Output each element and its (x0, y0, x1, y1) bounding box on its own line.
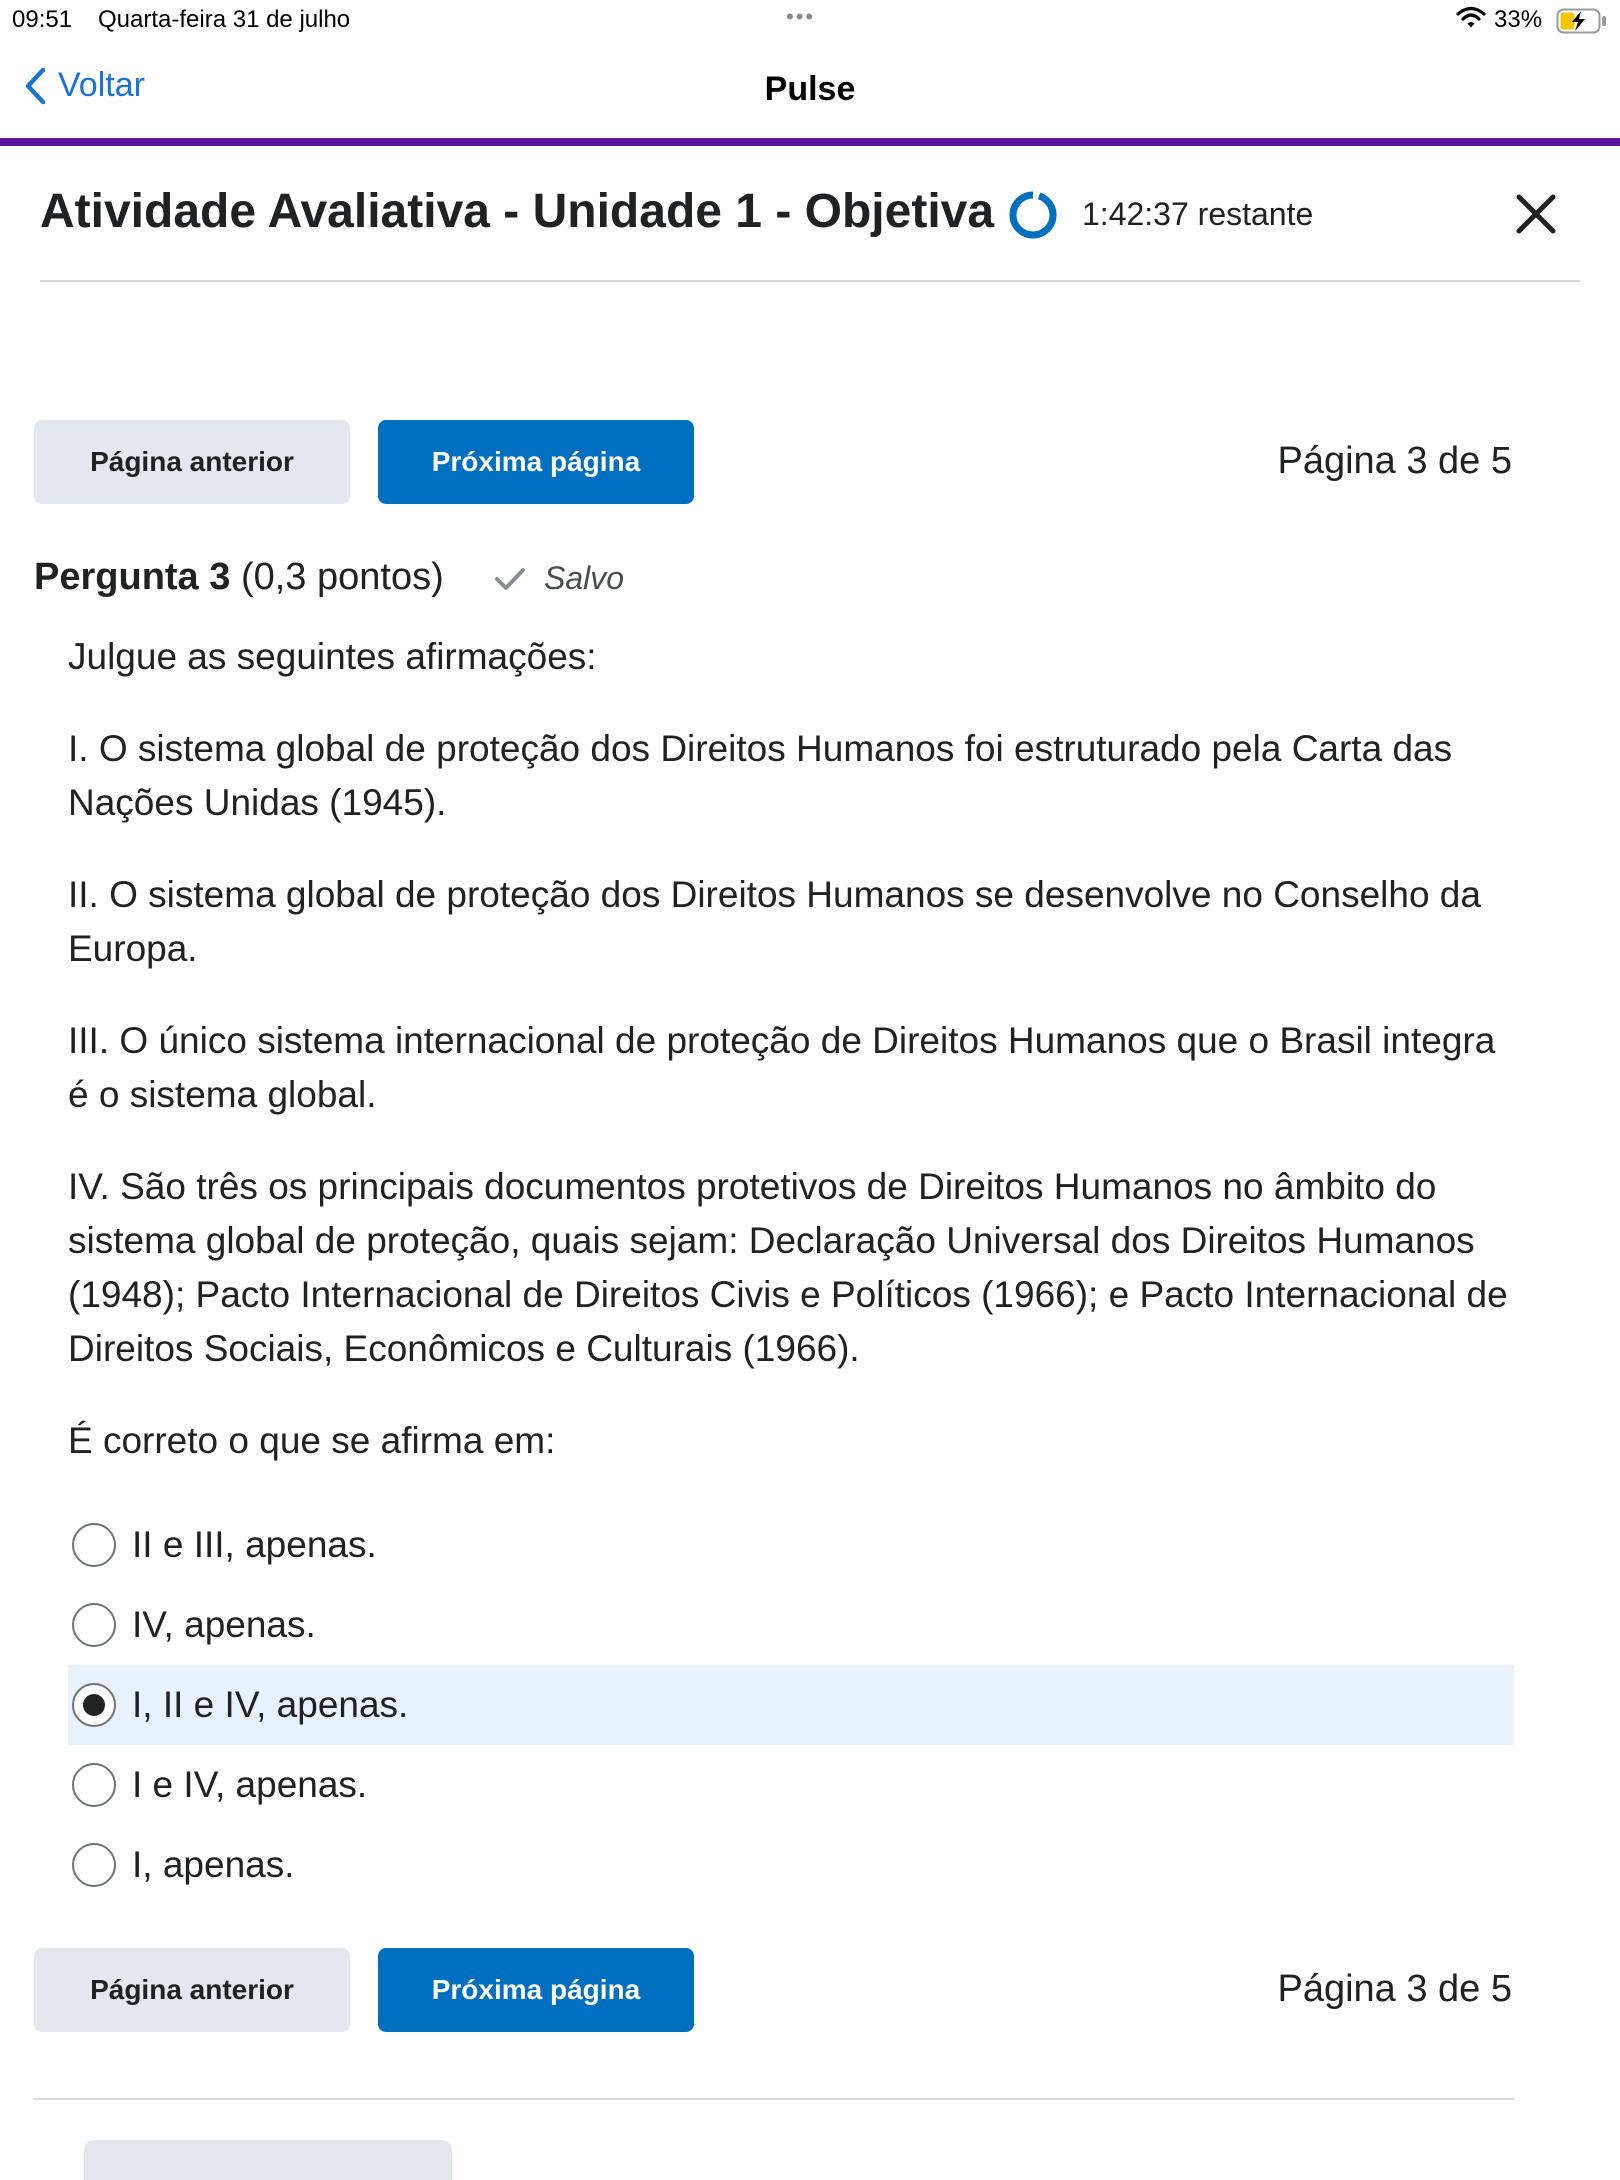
question-header (34, 556, 444, 599)
question-prompt: Julgue as seguintes afirmações: (68, 636, 597, 677)
statement-2: II. O sistema global de proteção dos Direitos Humanos se desenvolve no Conselho da Europa. (68, 874, 1481, 969)
statement-1: I. O sistema global de proteção dos Direitos Humanos foi estruturado pela Carta das Nações Unidas (1945). (68, 728, 1453, 823)
battery-percent: 33% (1494, 6, 1543, 33)
answer-option-4[interactable] (68, 1745, 1514, 1825)
status-time: 09:51 (12, 6, 73, 33)
radio-selected-dot (83, 1694, 105, 1716)
quiz-title: Atividade Avaliativa - Unidade 1 - Objetiva (40, 185, 995, 238)
question-number: Pergunta 3 (34, 556, 231, 598)
radio-button[interactable] (72, 1603, 116, 1647)
wifi-icon (1456, 6, 1486, 35)
radio-button[interactable] (72, 1523, 116, 1567)
option-label: I, II e IV, apenas. (132, 1684, 409, 1725)
previous-page-button-bottom[interactable]: Página anterior (34, 1948, 350, 2032)
back-label: Voltar (58, 66, 145, 104)
saved-label: Salvo (544, 560, 625, 596)
radio-button-selected[interactable] (72, 1683, 116, 1727)
checkmark-icon (494, 566, 526, 592)
status-date: Quarta-feira 31 de julho (98, 6, 351, 33)
footer-button-partial[interactable] (84, 2140, 452, 2180)
page-indicator-bottom: Página 3 de 5 (1277, 1968, 1512, 2010)
question-points: (0,3 pontos) (240, 556, 444, 598)
navigation-bar (0, 40, 1620, 140)
timer-remaining: 1:42:37 restante (1082, 196, 1314, 232)
radio-button[interactable] (72, 1763, 116, 1807)
footer-divider (34, 2098, 1514, 2100)
timer-ring-icon (1008, 190, 1058, 245)
multitasking-dots-icon[interactable]: ••• (786, 4, 816, 29)
question-body (68, 630, 1518, 1506)
close-icon[interactable] (1514, 192, 1558, 236)
header-divider (40, 280, 1580, 282)
radio-button[interactable] (72, 1843, 116, 1887)
option-label: I, apenas. (132, 1844, 295, 1885)
answer-option-5[interactable] (68, 1825, 1514, 1905)
option-label: II e III, apenas. (132, 1524, 377, 1565)
saved-status (494, 560, 624, 597)
status-bar (0, 0, 1620, 40)
previous-page-button-top[interactable]: Página anterior (34, 420, 350, 504)
battery-charging-icon (1556, 8, 1608, 39)
statement-4: IV. São três os principais documentos protetivos de Direitos Humanos no âmbito do sistema global de proteção, quais sejam: Declaração Universal dos Direitos Humanos (1948); Pacto Internacional de Direitos Civis e Políticos (1966); e Pacto Internacional de Direitos Sociais, Econômicos e Culturais (1966). (68, 1166, 1508, 1369)
answer-option-1[interactable] (68, 1505, 1514, 1585)
answer-option-2[interactable] (68, 1585, 1514, 1665)
option-label: IV, apenas. (132, 1604, 316, 1645)
statement-3: III. O único sistema internacional de proteção de Direitos Humanos que o Brasil integra é o sistema global. (68, 1020, 1496, 1115)
next-page-button-top[interactable]: Próxima página (378, 420, 694, 504)
page-indicator-top: Página 3 de 5 (1277, 440, 1512, 482)
option-label: I e IV, apenas. (132, 1764, 368, 1805)
next-page-button-bottom[interactable]: Próxima página (378, 1948, 694, 2032)
question-closing: É correto o que se afirma em: (68, 1420, 556, 1461)
nav-title: Pulse (764, 70, 856, 108)
brand-divider (0, 138, 1620, 146)
answer-option-3[interactable] (68, 1665, 1514, 1745)
